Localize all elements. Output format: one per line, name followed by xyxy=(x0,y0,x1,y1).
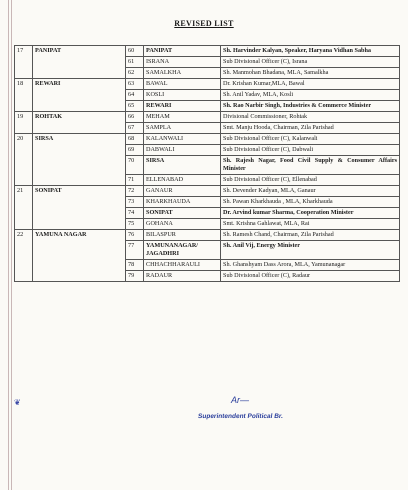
constituency-number-cell: 78 xyxy=(126,260,144,271)
constituency-name-cell: KALANWALI xyxy=(144,134,221,145)
table-row xyxy=(15,186,400,197)
table-row xyxy=(15,112,400,123)
constituency-number-cell: 76 xyxy=(126,230,144,241)
allocation-table xyxy=(14,45,400,282)
serial-number-cell xyxy=(15,219,33,230)
constituency-name-cell: CHHACHHARAULI xyxy=(144,260,221,271)
district-cell xyxy=(33,90,126,101)
constituency-number-cell: 67 xyxy=(126,123,144,134)
officer-cell: Dr. Arvind kumar Sharma, Cooperation Minister xyxy=(221,208,400,219)
constituency-number-cell: 75 xyxy=(126,219,144,230)
table-body xyxy=(15,46,400,282)
officer-cell: Sh. Anil Yadav, MLA, Kosli xyxy=(221,90,400,101)
table-row xyxy=(15,90,400,101)
district-cell xyxy=(33,156,126,175)
serial-number-cell: 18 xyxy=(15,79,33,90)
constituency-name-cell: SAMALKHA xyxy=(144,68,221,79)
constituency-name-cell: PANIPAT xyxy=(144,46,221,57)
district-cell xyxy=(33,219,126,230)
constituency-name-cell: BAWAL xyxy=(144,79,221,90)
district-cell xyxy=(33,145,126,156)
district-cell: SIRSA xyxy=(33,134,126,145)
officer-cell: Smt. Krishna Gahlawat, MLA, Rai xyxy=(221,219,400,230)
signature-initials: Ar— xyxy=(231,395,249,405)
page-title: REVISED LIST xyxy=(174,19,234,28)
officer-cell: Sh. Ramesh Chand, Chairman, Zila Parishad xyxy=(221,230,400,241)
constituency-name-cell: RADAUR xyxy=(144,271,221,282)
district-cell xyxy=(33,101,126,112)
table-row xyxy=(15,156,400,175)
serial-number-cell xyxy=(15,241,33,260)
district-cell xyxy=(33,68,126,79)
serial-number-cell xyxy=(15,123,33,134)
constituency-number-cell: 74 xyxy=(126,208,144,219)
constituency-name-cell: ELLENABAD xyxy=(144,175,221,186)
table-row xyxy=(15,68,400,79)
constituency-name-cell: DABWALI xyxy=(144,145,221,156)
table-row xyxy=(15,208,400,219)
signature-block xyxy=(185,395,295,423)
constituency-number-cell: 64 xyxy=(126,90,144,101)
serial-number-cell xyxy=(15,68,33,79)
table-row xyxy=(15,145,400,156)
constituency-number-cell: 61 xyxy=(126,57,144,68)
serial-number-cell xyxy=(15,197,33,208)
district-cell xyxy=(33,260,126,271)
constituency-name-cell: REWARI xyxy=(144,101,221,112)
constituency-number-cell: 62 xyxy=(126,68,144,79)
constituency-name-cell: GOHANA xyxy=(144,219,221,230)
officer-cell: Sub Divisional Officer (C), Dabwali xyxy=(221,145,400,156)
constituency-number-cell: 73 xyxy=(126,197,144,208)
office-stamp: Superintendent Political Br. xyxy=(197,413,283,420)
district-cell xyxy=(33,175,126,186)
district-cell: PANIPAT xyxy=(33,46,126,57)
page-header xyxy=(0,13,408,31)
serial-number-cell: 21 xyxy=(15,186,33,197)
officer-cell: Dr. Krishan Kumar,MLA, Bawal xyxy=(221,79,400,90)
table-row xyxy=(15,241,400,260)
district-cell: ROHTAK xyxy=(33,112,126,123)
officer-cell: Sh. Pawan Kharkhauda , MLA, Kharkhauda xyxy=(221,197,400,208)
serial-number-cell: 19 xyxy=(15,112,33,123)
constituency-name-cell: MEHAM xyxy=(144,112,221,123)
serial-number-cell: 17 xyxy=(15,46,33,57)
table-row xyxy=(15,57,400,68)
constituency-number-cell: 66 xyxy=(126,112,144,123)
margin-rule xyxy=(11,0,12,490)
table-row xyxy=(15,230,400,241)
constituency-number-cell: 65 xyxy=(126,101,144,112)
table-row xyxy=(15,79,400,90)
officer-cell: Divisional Commissioner, Rohtak xyxy=(221,112,400,123)
officer-cell: Sub Divisional Officer (C), Radaur xyxy=(221,271,400,282)
constituency-number-cell: 60 xyxy=(126,46,144,57)
serial-number-cell xyxy=(15,156,33,175)
serial-number-cell xyxy=(15,175,33,186)
constituency-number-cell: 72 xyxy=(126,186,144,197)
serial-number-cell xyxy=(15,208,33,219)
serial-number-cell xyxy=(15,271,33,282)
constituency-name-cell: BILASPUR xyxy=(144,230,221,241)
constituency-number-cell: 68 xyxy=(126,134,144,145)
table-row xyxy=(15,219,400,230)
officer-cell: Sub Divisional Officer (C), Kalanwali xyxy=(221,134,400,145)
margin-mark: ❦ xyxy=(14,398,21,407)
table-row xyxy=(15,175,400,186)
table-row xyxy=(15,134,400,145)
constituency-name-cell: SIRSA xyxy=(144,156,221,175)
table-row xyxy=(15,123,400,134)
table-row xyxy=(15,101,400,112)
table-row xyxy=(15,197,400,208)
serial-number-cell: 22 xyxy=(15,230,33,241)
constituency-name-cell: ISRANA xyxy=(144,57,221,68)
margin-rule xyxy=(8,0,9,490)
district-cell: YAMUNA NAGAR xyxy=(33,230,126,241)
officer-cell: Sh. Harvinder Kalyan, Speaker, Haryana Vidhan Sabha xyxy=(221,46,400,57)
district-cell xyxy=(33,271,126,282)
table-row xyxy=(15,260,400,271)
district-cell xyxy=(33,241,126,260)
officer-cell: Sh. Manmohan Bhadana, MLA, Samalkha xyxy=(221,68,400,79)
constituency-number-cell: 63 xyxy=(126,79,144,90)
district-cell xyxy=(33,123,126,134)
table-row xyxy=(15,46,400,57)
officer-cell: Sub Divisional Officer (C), Israna xyxy=(221,57,400,68)
constituency-number-cell: 77 xyxy=(126,241,144,260)
table-row xyxy=(15,271,400,282)
serial-number-cell xyxy=(15,260,33,271)
constituency-number-cell: 79 xyxy=(126,271,144,282)
constituency-name-cell: YAMUNANAGAR/ JAGADHRI xyxy=(144,241,221,260)
constituency-name-cell: KOSLI xyxy=(144,90,221,101)
serial-number-cell xyxy=(15,145,33,156)
district-cell xyxy=(33,197,126,208)
officer-cell: Sh. Anil Vij, Energy Minister xyxy=(221,241,400,260)
officer-cell: Sh. Devender Kadyan, MLA, Ganaur xyxy=(221,186,400,197)
officer-cell: Smt. Manju Hooda, Chairman, Zila Parishad xyxy=(221,123,400,134)
district-cell: SONIPAT xyxy=(33,186,126,197)
officer-cell: Sub Divisional Officer (C), Ellenabad xyxy=(221,175,400,186)
officer-cell: Sh. Rajesh Nagar, Food Civil Supply & Consumer Affairs Minister xyxy=(221,156,400,175)
officer-cell: Sh. Ghanshyam Dass Arora, MLA, Yamunanagar xyxy=(221,260,400,271)
constituency-number-cell: 70 xyxy=(126,156,144,175)
serial-number-cell: 20 xyxy=(15,134,33,145)
serial-number-cell xyxy=(15,101,33,112)
district-cell: REWARI xyxy=(33,79,126,90)
constituency-number-cell: 71 xyxy=(126,175,144,186)
serial-number-cell xyxy=(15,57,33,68)
district-cell xyxy=(33,208,126,219)
serial-number-cell xyxy=(15,90,33,101)
constituency-number-cell: 69 xyxy=(126,145,144,156)
officer-cell: Sh. Rao Narbir Singh, Industries & Commerce Minister xyxy=(221,101,400,112)
district-cell xyxy=(33,57,126,68)
constituency-name-cell: SONIPAT xyxy=(144,208,221,219)
constituency-name-cell: GANAUR xyxy=(144,186,221,197)
constituency-name-cell: SAMPLA xyxy=(144,123,221,134)
constituency-name-cell: KHARKHAUDA xyxy=(144,197,221,208)
